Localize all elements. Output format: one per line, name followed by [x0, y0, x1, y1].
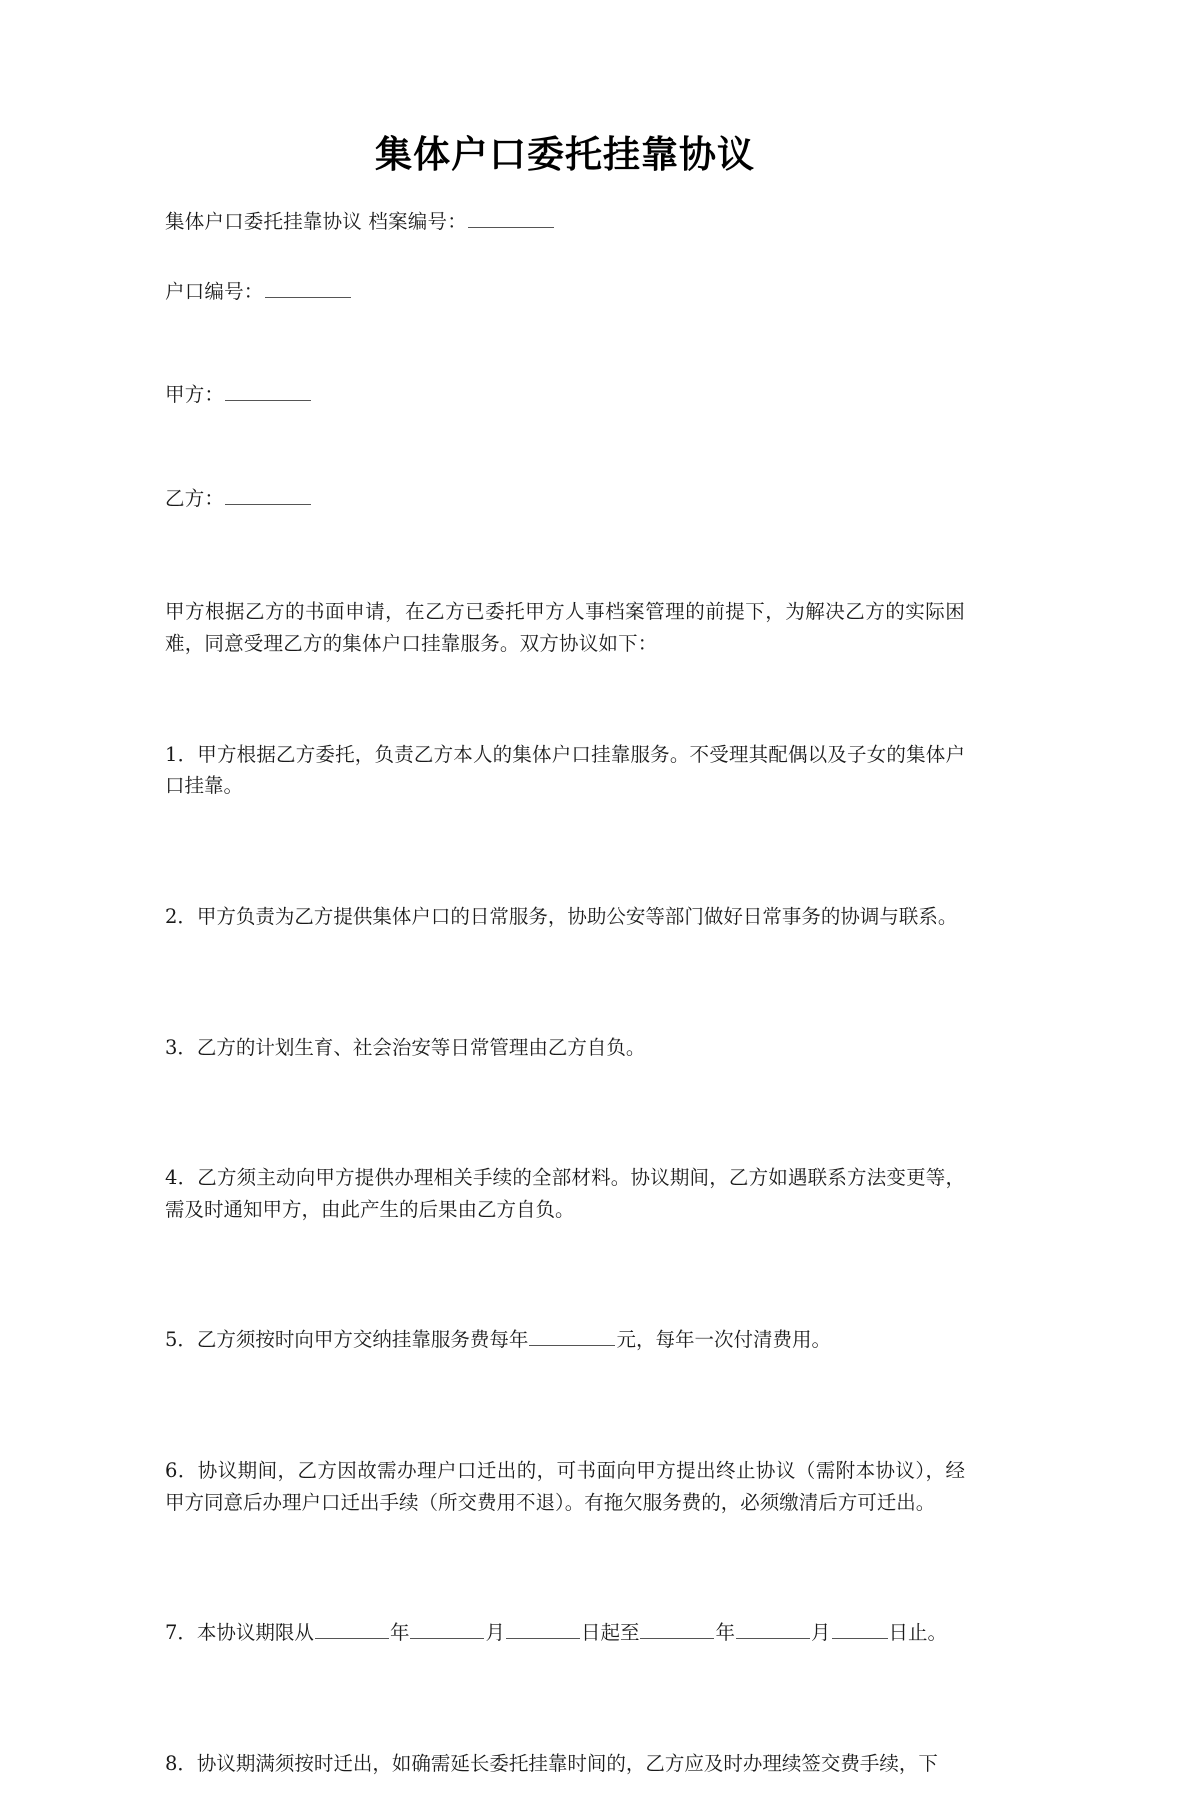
spacer	[165, 1245, 965, 1305]
preamble-paragraph: 甲方根据乙方的书面申请，在乙方已委托甲方人事档案管理的前提下，为解决乙方的实际困难，同意受理乙方的集体户口挂靠服务。双方协议如下：	[165, 600, 965, 655]
clause-6-text: 协议期间，乙方因故需办理户口迁出的，可书面向甲方提出终止协议（需附本协议），经甲方同意后办理户口迁出手续（所交费用不退）。有拖欠服务费的，必须缴清后方可迁出。	[165, 1458, 965, 1514]
clause-7	[165, 1617, 965, 1649]
spacer	[165, 1375, 965, 1435]
spacer	[165, 822, 965, 882]
clause-4-number: 4．	[165, 1166, 198, 1190]
clause-7-text-before: 本协议期限从	[196, 1621, 314, 1645]
header-reference-blank[interactable]	[468, 208, 554, 228]
clause-4	[165, 1162, 965, 1225]
field-household-number-label: 户口编号：	[165, 279, 264, 303]
clause-6-number: 6．	[165, 1458, 198, 1482]
clause-2	[165, 901, 965, 933]
clause-2-text: 甲方负责为乙方提供集体户口的日常服务，协助公安等部门做好日常事务的协调与联系。	[196, 905, 958, 929]
spacer	[165, 1083, 965, 1143]
clause-3-text: 乙方的计划生育、社会治安等日常管理由乙方自负。	[196, 1035, 646, 1059]
clause-7-end-month-blank[interactable]	[736, 1620, 810, 1640]
clause-7-unit-month-1: 月	[485, 1621, 505, 1645]
field-party-a-label: 甲方：	[165, 383, 225, 407]
header-reference-line	[165, 206, 965, 238]
field-party-b	[165, 483, 965, 515]
clause-7-start-month-blank[interactable]	[410, 1620, 484, 1640]
clause-1-number: 1．	[165, 742, 198, 766]
spacer	[165, 1668, 965, 1728]
clause-5	[165, 1324, 965, 1356]
clause-4-text: 乙方须主动向甲方提供办理相关手续的全部材料。协议期间，乙方如遇联系方法变更等，需及时通知甲方，由此产生的后果由乙方自负。	[165, 1166, 965, 1221]
spacer	[165, 238, 965, 276]
clause-8-text: 协议期满须按时迁出，如确需延长委托挂靠时间的，乙方应及时办理续签交费手续，下	[196, 1751, 938, 1775]
clause-7-end-year-blank[interactable]	[640, 1620, 714, 1640]
header-reference-label: 集体户口委托挂靠协议 档案编号：	[165, 209, 467, 233]
clause-7-unit-day-2: 日止。	[888, 1621, 948, 1645]
field-household-number-blank[interactable]	[265, 278, 351, 298]
clause-2-number: 2．	[165, 905, 197, 929]
spacer	[165, 514, 965, 596]
field-household-number	[165, 276, 965, 308]
clause-6	[165, 1455, 965, 1518]
field-party-b-blank[interactable]	[225, 485, 311, 505]
clause-7-start-day-blank[interactable]	[506, 1620, 580, 1640]
spacer	[165, 659, 965, 719]
clause-3-number: 3．	[165, 1035, 197, 1059]
field-party-a-blank[interactable]	[225, 382, 311, 402]
clause-7-number: 7．	[165, 1621, 197, 1645]
clause-5-text-after: 元，每年一次付清费用。	[616, 1328, 831, 1352]
clause-7-unit-year-2: 年	[715, 1621, 735, 1645]
clause-5-number: 5．	[165, 1328, 197, 1352]
clause-7-start-year-blank[interactable]	[315, 1620, 389, 1640]
field-party-b-label: 乙方：	[165, 486, 225, 510]
clause-7-unit-year-1: 年	[389, 1621, 410, 1645]
clause-8-number: 8．	[165, 1751, 197, 1775]
clause-8	[165, 1748, 965, 1780]
clause-7-end-day-blank[interactable]	[832, 1620, 888, 1640]
clause-3	[165, 1032, 965, 1064]
clause-7-unit-day-1: 日起至	[580, 1621, 640, 1645]
clause-1-text: 甲方根据乙方委托，负责乙方本人的集体户口挂靠服务。不受理其配偶以及子女的集体户口挂靠。	[165, 742, 965, 798]
spacer	[165, 307, 965, 379]
spacer	[165, 411, 965, 483]
clause-7-unit-month-2: 月	[811, 1621, 831, 1645]
spacer	[165, 952, 965, 1012]
clause-1	[165, 739, 965, 802]
spacer	[165, 1538, 965, 1598]
clause-5-fee-blank[interactable]	[529, 1327, 615, 1347]
field-party-a	[165, 379, 965, 411]
clause-5-text-before: 乙方须按时向甲方交纳挂靠服务费每年	[196, 1328, 529, 1352]
page-title: 集体户口委托挂靠协议	[375, 133, 755, 176]
document-body	[165, 130, 965, 1799]
